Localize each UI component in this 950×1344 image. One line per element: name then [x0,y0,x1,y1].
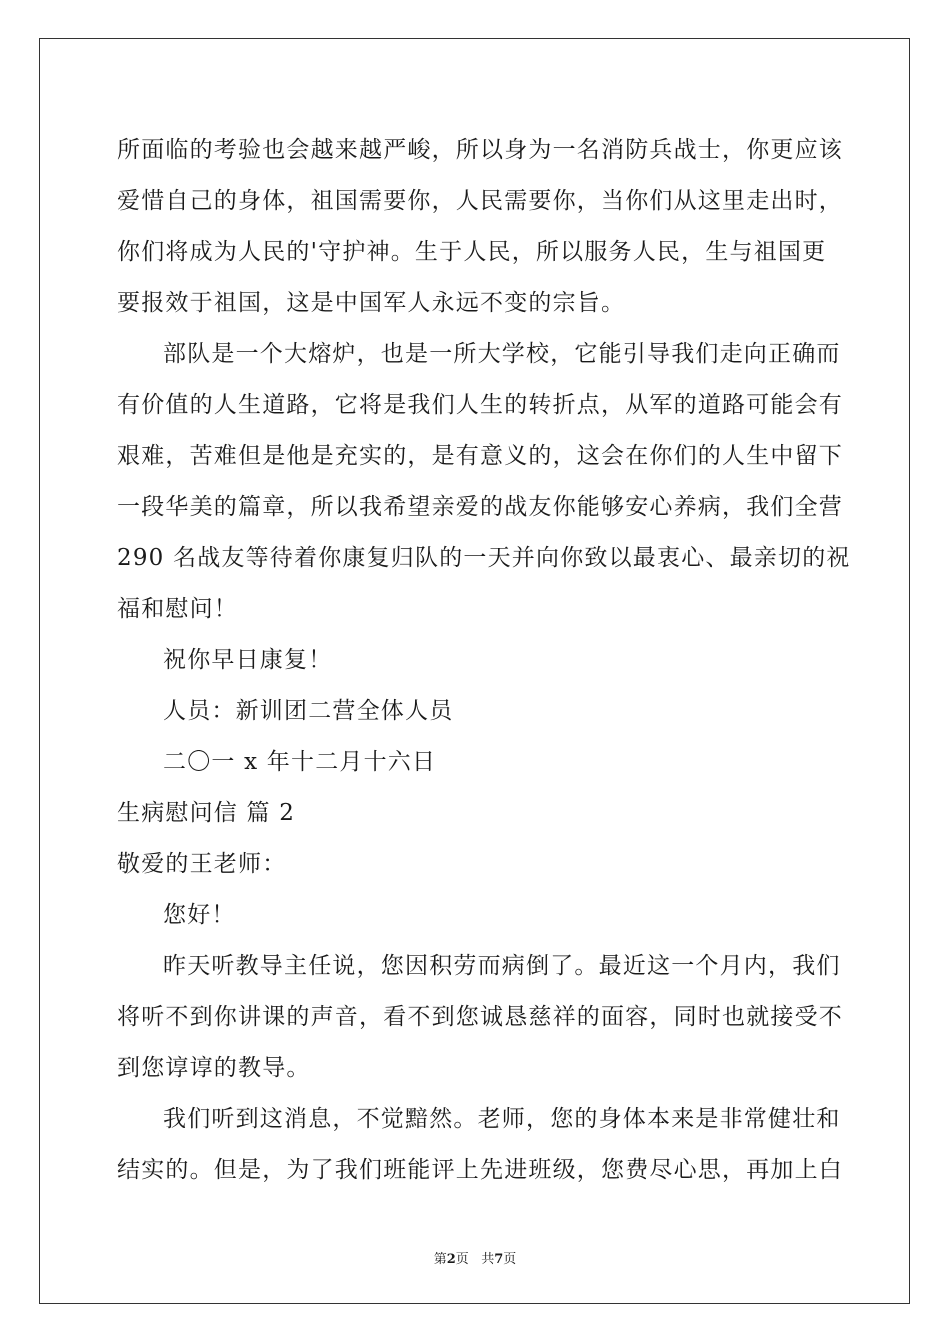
text-line: 到您谆谆的教导。 [117,1055,311,1081]
closing-wish: 祝你早日康复！ [163,647,333,673]
text-line: 部队是一个大熔炉，也是一所大学校，它能引导我们走向正确而 [163,341,841,367]
text-line: 昨天听教导主任说，您因积劳而病倒了。最近这一个月内，我们 [163,953,841,979]
page-footer [0,1248,950,1267]
text-line: 结实的。但是，为了我们班能评上先进班级，您费尽心思，再加上白 [117,1157,843,1183]
text-line: 爱惜自己的身体，祖国需要你，人民需要你，当你们从这里走出时， [117,188,843,214]
text-line: 将听不到你讲课的声音，看不到您诚恳慈祥的面容，同时也就接受不 [117,1004,843,1030]
text-line: 一段华美的篇章，所以我希望亲爱的战友你能够安心养病，我们全营 [117,494,843,520]
salutation: 敬爱的王老师： [117,851,287,877]
text-line: 所面临的考验也会越来越严峻，所以身为一名消防兵战士，你更应该 [117,137,843,163]
text-line: 福和慰问！ [117,596,238,622]
total-pages: 7 [494,1252,504,1267]
total-prefix: 共 [481,1252,495,1267]
page-suffix: 页 [455,1252,469,1267]
text-line: 艰难，苦难但是他是充实的，是有意义的，这会在你们的人生中留下 [117,443,843,469]
text-line: 你们将成为人民的'守护神。生于人民，所以服务人民，生与祖国更 [117,239,827,265]
text-line: 290 名战友等待着你康复归队的一天并向你致以最衷心、最亲切的祝 [117,545,851,571]
document-body [117,125,851,1196]
signature-line: 人员：新训团二营全体人员 [163,698,454,724]
page-prefix: 第 [433,1252,447,1267]
greeting: 您好！ [163,902,236,928]
section-heading: 生病慰问信 篇 2 [117,800,296,826]
text-line: 有价值的人生道路，它将是我们人生的转折点，从军的道路可能会有 [117,392,843,418]
total-suffix: 页 [503,1252,517,1267]
text-line: 要报效于祖国，这是中国军人永远不变的宗旨。 [117,290,626,316]
page-number: 2 [446,1252,456,1267]
text-line: 我们听到这消息，不觉黯然。老师，您的身体本来是非常健壮和 [163,1106,841,1132]
date-line: 二〇一 x 年十二月十六日 [163,749,437,775]
